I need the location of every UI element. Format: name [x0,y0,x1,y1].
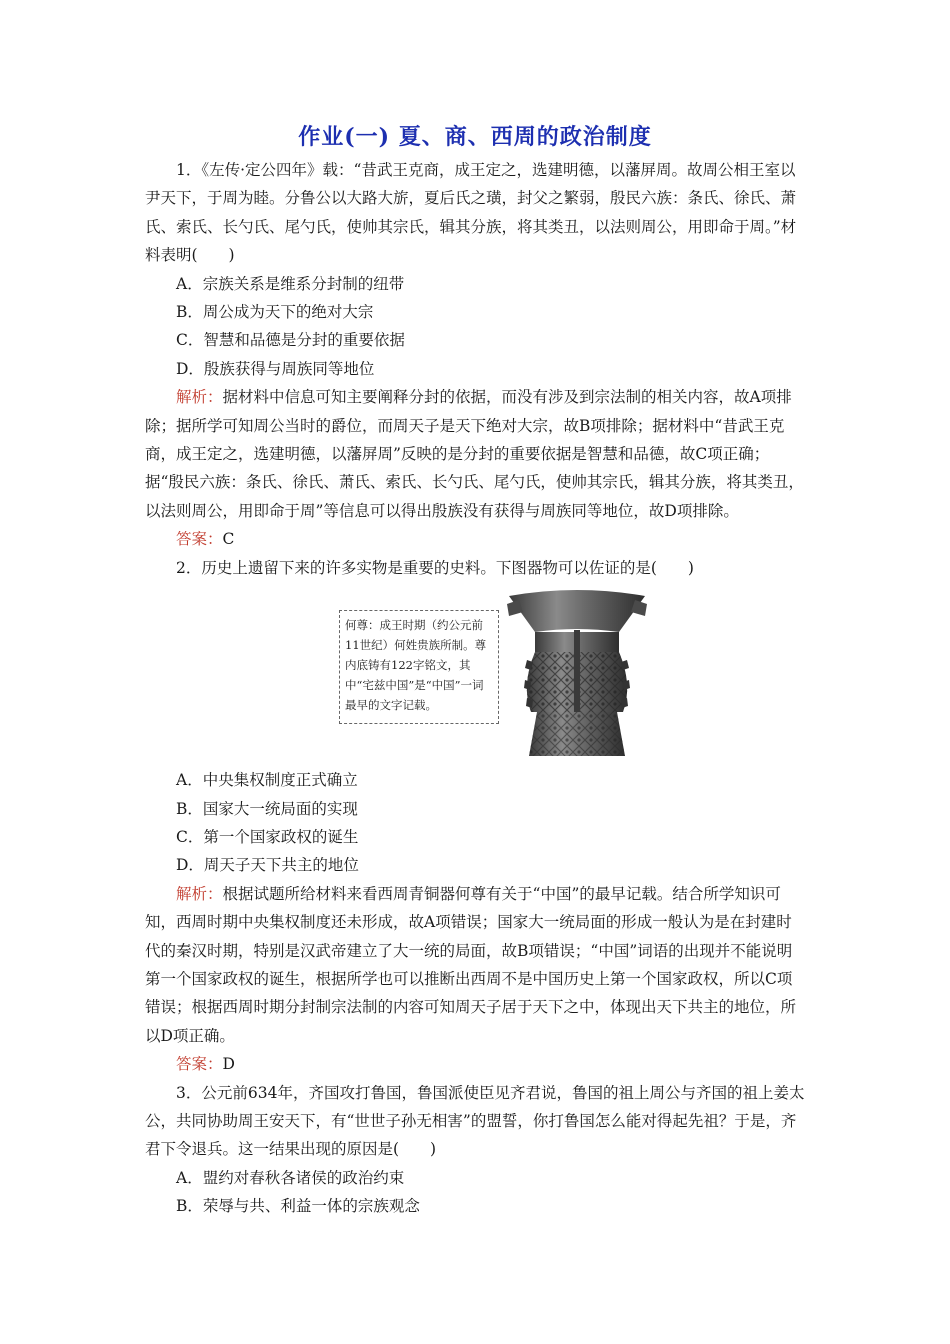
bronze-zun-vessel-image [501,590,653,760]
answer-label: 答案： [176,1055,223,1074]
question-3-option-b: B．荣辱与共、利益一体的宗族观念 [176,1197,420,1216]
answer-value: C [222,530,235,549]
question-3-option-a: A．盟约对春秋各诸侯的政治约束 [176,1168,405,1187]
question-2-option-a: A．中央集权制度正式确立 [176,771,358,790]
question-2-stem: 2．历史上遗留下来的许多实物是重要的史料。下图器物可以佐证的是( ) [176,558,694,577]
question-1-option-c: C．智慧和品德是分封的重要依据 [176,331,405,350]
question-2-analysis [145,880,807,1050]
question-2-option-b: B．国家大一统局面的实现 [176,799,358,818]
answer-label: 答案： [176,530,223,549]
page-title: 作业(一) 夏、商、西周的政治制度 [298,124,652,150]
question-2-answer [145,1050,807,1078]
question-1-option-a: A．宗族关系是维系分封制的纽带 [176,274,405,293]
analysis-label: 解析： [176,884,223,903]
question-1-analysis [145,383,807,525]
question-2-option-c: C．第一个国家政权的诞生 [176,827,359,846]
figure-caption: 何尊：成王时期（约公元前11世纪）何姓贵族所制。尊内底铸有122字铭文，其中“宅兹中国”是“中国”一词最早的文字记载。 [339,610,499,724]
document-body [145,156,807,1221]
question-1-option-b: B．周公成为天下的绝对大宗 [176,303,374,322]
question-1-stem: 1．《左传·定公四年》载：“昔武王克商，成王定之，选建明德，以藩屏周。故周公相王室以尹天下，于周为睦。分鲁公以大路大旂，夏后氏之璜，封父之繁弱，殷民六族：条氏、徐氏、萧氏、索氏、长勺氏、尾勺氏，使帅其宗氏，辑其分族，将其类丑，以法则周公，用即命于周。”材料表明( ) [145,161,797,265]
question-1-answer [145,525,807,553]
question-2-option-d: D．周天子天下共主的地位 [176,856,359,875]
answer-value: D [222,1055,235,1074]
question-2-figure [145,590,807,762]
analysis-text: 根据试题所给材料来看西周青铜器何尊有关于“中国”的最早记载。结合所学知识可知，西周时期中央集权制度还未形成，故A项错误；国家大一统局面的形成一般认为是在封建时代的秦汉时期，特别是汉武帝建立了大一统的局面，故B项错误；“中国”词语的出现并不能说明第一个国家政权的诞生，根据所学也可以推断出西周不是中国历史上第一个国家政权，所以C项错误；根据西周时期分封制宗法制的内容可知周天子居于天下之中，体现出天下共主的地位，所以D项正确。 [145,884,797,1045]
question-3-stem: 3．公元前634年，齐国攻打鲁国，鲁国派使臣见齐君说，鲁国的祖上周公与齐国的祖上姜太公，共同协助周王安天下，有“世世子孙无相害”的盟誓，你打鲁国怎么能对得起先祖？于是，齐君下令退兵。这一结果出现的原因是( ) [145,1083,805,1159]
question-1-option-d: D．殷族获得与周族同等地位 [176,359,375,378]
analysis-label: 解析： [176,388,223,407]
analysis-text: 据材料中信息可知主要阐释分封的依据，而没有涉及到宗法制的相关内容，故A项排除；据所学可知周公当时的爵位，而周天子是天下绝对大宗，故B项排除；据材料中“昔武王克商，成王定之，选建明德，以藩屏周”反映的是分封的重要依据是智慧和品德，故C项正确；据“殷民六族：条氏、徐氏、萧氏、索氏、长勺氏、尾勺氏，使帅其宗氏，辑其分族，将其类丑，以法则周公，用即命于周”等信息可以得出殷族没有获得与周族同等地位，故D项排除。 [145,388,804,520]
